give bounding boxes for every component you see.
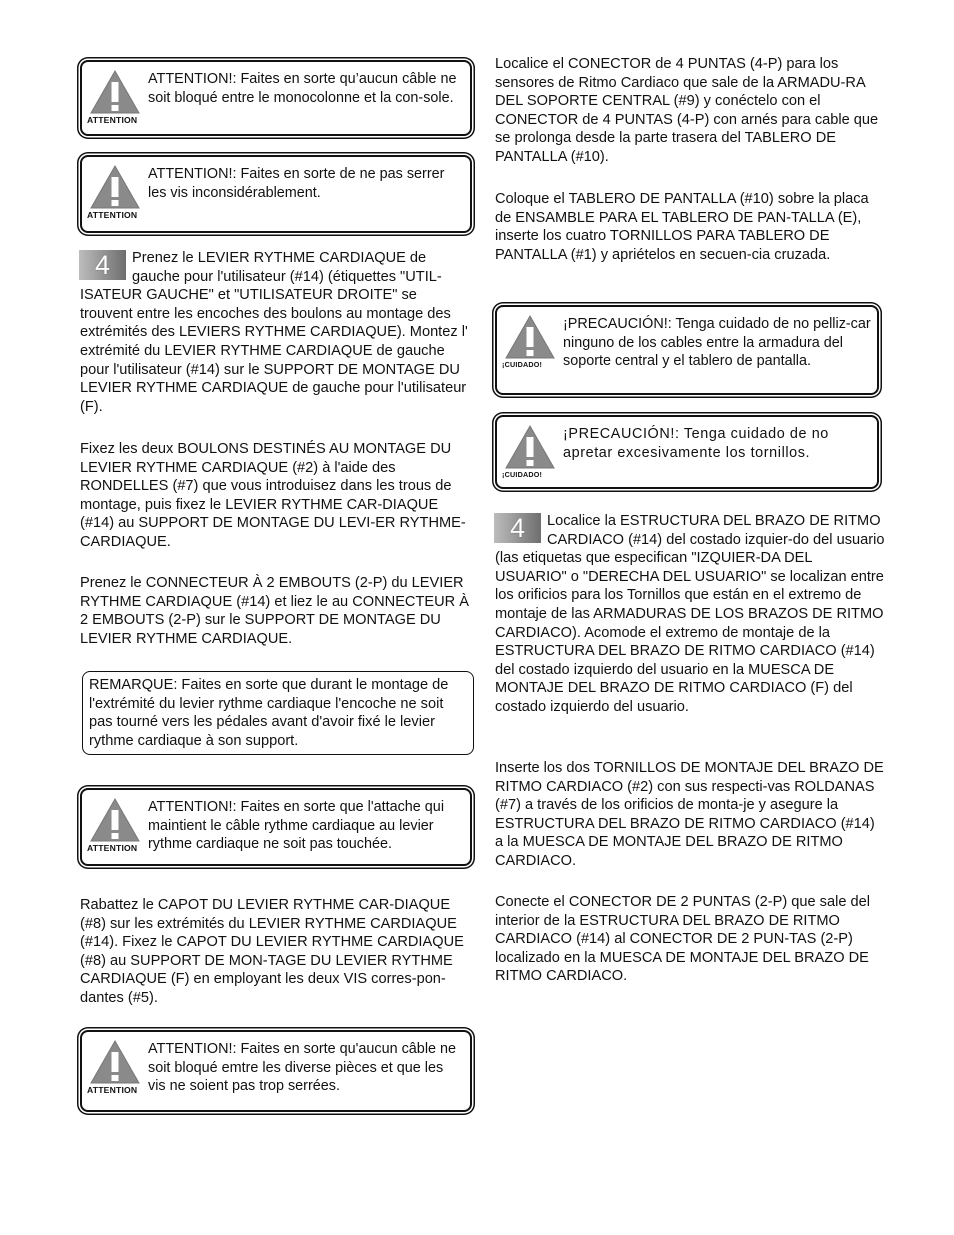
warning-box xyxy=(495,415,879,489)
step-text: Localice la ESTRUCTURA DEL BRAZO DE RITMO CARDIACO (#14) del costado izquier-do del usuario (las etiquetas que especifican "IZQUIER-DA DEL USUARIO" o "DERECHA DEL USUARIO" se localizan entre los orificios para los Tornillos que están en el extremo de montaje de las ARMADURAS DE LOS BRAZOS DE RITMO CARDIACO). Acomode el extremo de montaje de la ESTRUCTURA DEL BRAZO DE RITMO CARDIACO (#14) del costado izquierdo del usuario en la MUESCA DE MONTAJE DEL BRAZO DE RITMO CARDIACO (F) del costado izquierdo del usuario. xyxy=(495,513,885,715)
warning-label: ATTENTION xyxy=(87,1085,138,1095)
warning-triangle-icon xyxy=(89,164,141,210)
warning-triangle-icon xyxy=(504,314,556,360)
instruction-paragraph: Coloque el TABLERO DE PANTALLA (#10) sobre la placa de ENSAMBLE PARA EL TABLERO DE PAN-TALLA (E), inserte los cuatro TORNILLOS PARA TABLERO DE PANTALLA (#1) y apriételos en secuen-cia cruzada. xyxy=(495,191,869,263)
warning-box xyxy=(495,305,879,395)
warning-box xyxy=(80,788,472,866)
warning-sign xyxy=(87,1039,145,1095)
warning-label: ¡CUIDADO! xyxy=(502,470,543,479)
warning-sign xyxy=(502,424,560,480)
warning-text: ¡PRECAUCIÓN!: Tenga cuidado de no apretar excesivamente los tornillos. xyxy=(563,426,829,461)
step-instruction xyxy=(80,249,470,416)
instruction-paragraph: Inserte los dos TORNILLOS DE MONTAJE DEL BRAZO DE RITMO CARDIACO (#2) con sus respecti-vas ROLDANAS (#7) a través de los orificios de monta-je y asegure la ESTRUCTURA DEL BRAZO DE RITMO CARDIACO (#14) a la MUESCA DE MONTAJE DEL BRAZO DE RITMO CARDIACO. xyxy=(495,760,884,869)
warning-triangle-icon xyxy=(504,424,556,470)
note-text: REMARQUE: Faites en sorte que durant le montage de l'extrémité du levier rythme cardiaque l'encoche ne soit pas tourné vers les pédales avant d'avoir fixé le levier rythme cardiaque à son support. xyxy=(89,677,449,749)
step-number-badge: 4 xyxy=(79,250,126,280)
warning-sign xyxy=(87,69,145,125)
warning-text: ATTENTION!: Faites en sorte qu'aucun câble ne soit bloqué emtre les diverse pièces et que les vis ne soient pas trop serrées. xyxy=(148,1041,457,1095)
warning-triangle-icon xyxy=(89,1039,141,1085)
warning-box xyxy=(80,155,472,233)
warning-text: ¡PRECAUCIÓN!: Tenga cuidado de no pelliz-car ninguno de los cables entre la armadura del soporte central y el tablero de pantalla. xyxy=(563,316,871,370)
warning-sign xyxy=(502,314,560,370)
step-text: Prenez le LEVIER RYTHME CARDIAQUE de gauche pour l'utilisateur (#14) (étiquettes "UTIL-ISATEUR GAUCHE" et "UTILISATEUR DROITE" se trouvent entre les encoches des boulons au montage des extrémités des LEVIERS RYTHME CARDIAQUE). Montez l' extrémité du LEVIER RYTHME CARDIAQUE de gauche pour l'utilisateur (#14) sur le SUPPORT DE MONTAGE DU LEVIER RYTHME CARDIAQUE de gauche pour l'utilisateur (F). xyxy=(80,250,468,415)
warning-triangle-icon xyxy=(89,797,141,843)
step-number-badge: 4 xyxy=(494,513,541,543)
warning-sign xyxy=(87,164,145,220)
warning-sign xyxy=(87,797,145,853)
warning-box xyxy=(80,1030,472,1112)
instruction-paragraph: Prenez le CONNECTEUR À 2 EMBOUTS (2-P) du LEVIER RYTHME CARDIAQUE (#14) et liez le au CONNECTEUR À 2 EMBOUTS (2-P) sur le SUPPORT DE MONTAGE DU LEVIER RYTHME CARDIAQUE. xyxy=(80,575,469,647)
warning-text: ATTENTION!: Faites en sorte qu’aucun câble ne soit bloqué entre le monocolonne et la con-sole. xyxy=(148,71,457,106)
instruction-paragraph: Rabattez le CAPOT DU LEVIER RYTHME CAR-DIAQUE (#8) sur les extrémités du LEVIER RYTHME CARDIAQUE (#14). Fixez le CAPOT DU LEVIER RYTHME CARDIAQUE (#8) au SUPPORT DE MON-TAGE DU LEVIER RYTHME CARDIAQUE (F) en employant les deux VIS corres-pon-dantes (#5). xyxy=(80,897,464,1006)
instruction-paragraph: Localice el CONECTOR de 4 PUNTAS (4-P) para los sensores de Ritmo Cardiaco que sale de la ARMADU-RA DEL SOPORTE CENTRAL (#9) y conéctelo con el CONECTOR de 4 PUNTAS (4-P) con arnés para cable que se prolonga desde la parte trasera del TABLERO DE PANTALLA (#10). xyxy=(495,56,879,165)
warning-label: ATTENTION xyxy=(87,115,138,125)
note-box xyxy=(82,671,474,755)
warning-text: ATTENTION!: Faites en sorte de ne pas serrer les vis inconsidérablement. xyxy=(148,166,445,201)
instruction-paragraph: Fixez les deux BOULONS DESTINÉS AU MONTAGE DU LEVIER RYTHME CARDIAQUE (#2) à l'aide des RONDELLES (#7) que vous introduisez dans les trous de montage, puis fixez le LEVIER RYTHME CAR-DIAQUE (#14) au SUPPORT DE MONTAGE DU LEVI-ER RYTHME-CARDIAQUE. xyxy=(80,441,466,550)
warning-label: ¡CUIDADO! xyxy=(502,360,543,369)
step-instruction xyxy=(495,512,885,717)
warning-label: ATTENTION xyxy=(87,843,138,853)
instruction-paragraph: Conecte el CONECTOR DE 2 PUNTAS (2-P) que sale del interior de la ESTRUCTURA DEL BRAZO DE RITMO CARDIACO (#14) al CONECTOR DE 2 PUN-TAS (2-P) localizado en la MUESCA DE MONTAJE DEL BRAZO DE RITMO CARDIACO. xyxy=(495,894,870,985)
warning-triangle-icon xyxy=(89,69,141,115)
warning-text: ATTENTION!: Faites en sorte que l'attache qui maintient le câble rythme cardiaque au levier rythme cardiaque ne soit pas touchée. xyxy=(148,799,445,853)
warning-label: ATTENTION xyxy=(87,210,138,220)
warning-box xyxy=(80,60,472,136)
